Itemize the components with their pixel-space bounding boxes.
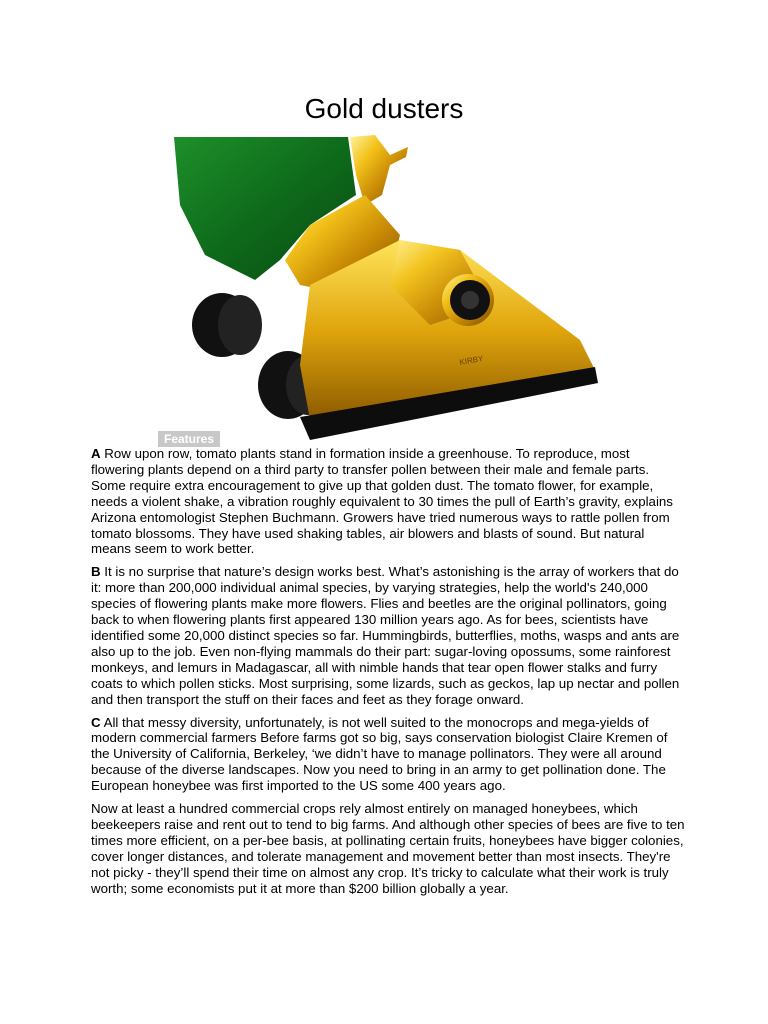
paragraph-text: It is no surprise that nature’s design works best. What’s astonishing is the array of workers that do it: more than 200,000 individual animal species, by varying strategies, help the world's 240,000 species of flowering plants make more flowers. Flies and beetles are the original pollinators, going back to when flowering plants first appeared 130 million years ago. As for bees, scientists have identified some 20,000 distinct species so far. Hummingbirds, butterflies, moths, wasps and ants are also up to the job. Even non-flying mammals do their part: sugar-loving opossums, some rainforest monkeys, and lemurs in Madagascar, all with nimble hands that tear open flower stalks and furry coats to which pollen sticks. Most surprising, some lizards, such as geckos, lap up nectar and pollen and then transport the stuff on their faces and feet as they forage onward. — [91, 564, 680, 707]
page-title: Gold dusters — [304, 93, 464, 124]
gold-vacuum-cleaner-image — [160, 135, 620, 447]
paragraph-a — [91, 446, 685, 557]
paragraph-marker: A — [91, 446, 101, 461]
paragraph-marker: B — [91, 564, 101, 580]
paragraph-text: All that messy diversity, unfortunately, is not well suited to the monocrops and mega-yields of modern commercial farmers Before farms got so big, says conservation biologist Claire Kremen of the University of California, Berkeley, ‘we didn’t have to manage pollinators. They were all around because of the diverse landscapes. Now you need to bring in an army to get pollination done. The European honeybee was first imported to the US some 400 years ago. — [91, 714, 668, 794]
paragraph-b — [91, 564, 685, 707]
paragraph-c — [91, 715, 685, 795]
paragraph-d — [91, 801, 685, 896]
article-body — [91, 446, 685, 903]
paragraph-text: Now at least a hundred commercial crops rely almost entirely on managed honeybees, which beekeepers raise and rent out to tend to big farms. And although other species of bees are five to ten times more efficient, on a per-bee basis, at pollinating certain fruits, honeybees have bigger colonies, cover longer distances, and tolerate management and movement better than most insects. They're not picky - they’ll spend their time on almost any crop. It’s tricky to calculate what their work is truly worth; some economists put it at more than $200 billion globally a year. — [91, 801, 685, 896]
paragraph-marker: C — [91, 714, 101, 730]
brand-plate: KIRBY — [458, 353, 484, 367]
features-badge: Features — [158, 431, 220, 447]
paragraph-text: Row upon row, tomato plants stand in formation inside a greenhouse. To reproduce, most flowering plants depend on a third party to transfer pollen between their male and female parts. Some require extra encouragement to give up that golden dust. The tomato flower, for example, needs a violent shake, a vibration roughly equivalent to 30 times the pull of Earth’s gravity, explains Arizona entomologist Stephen Buchmann. Growers have tried numerous ways to rattle pollen from tomato blossoms. They have used shaking tables, air blowers and blasts of sound. But natural means seem to work better. — [91, 446, 673, 557]
